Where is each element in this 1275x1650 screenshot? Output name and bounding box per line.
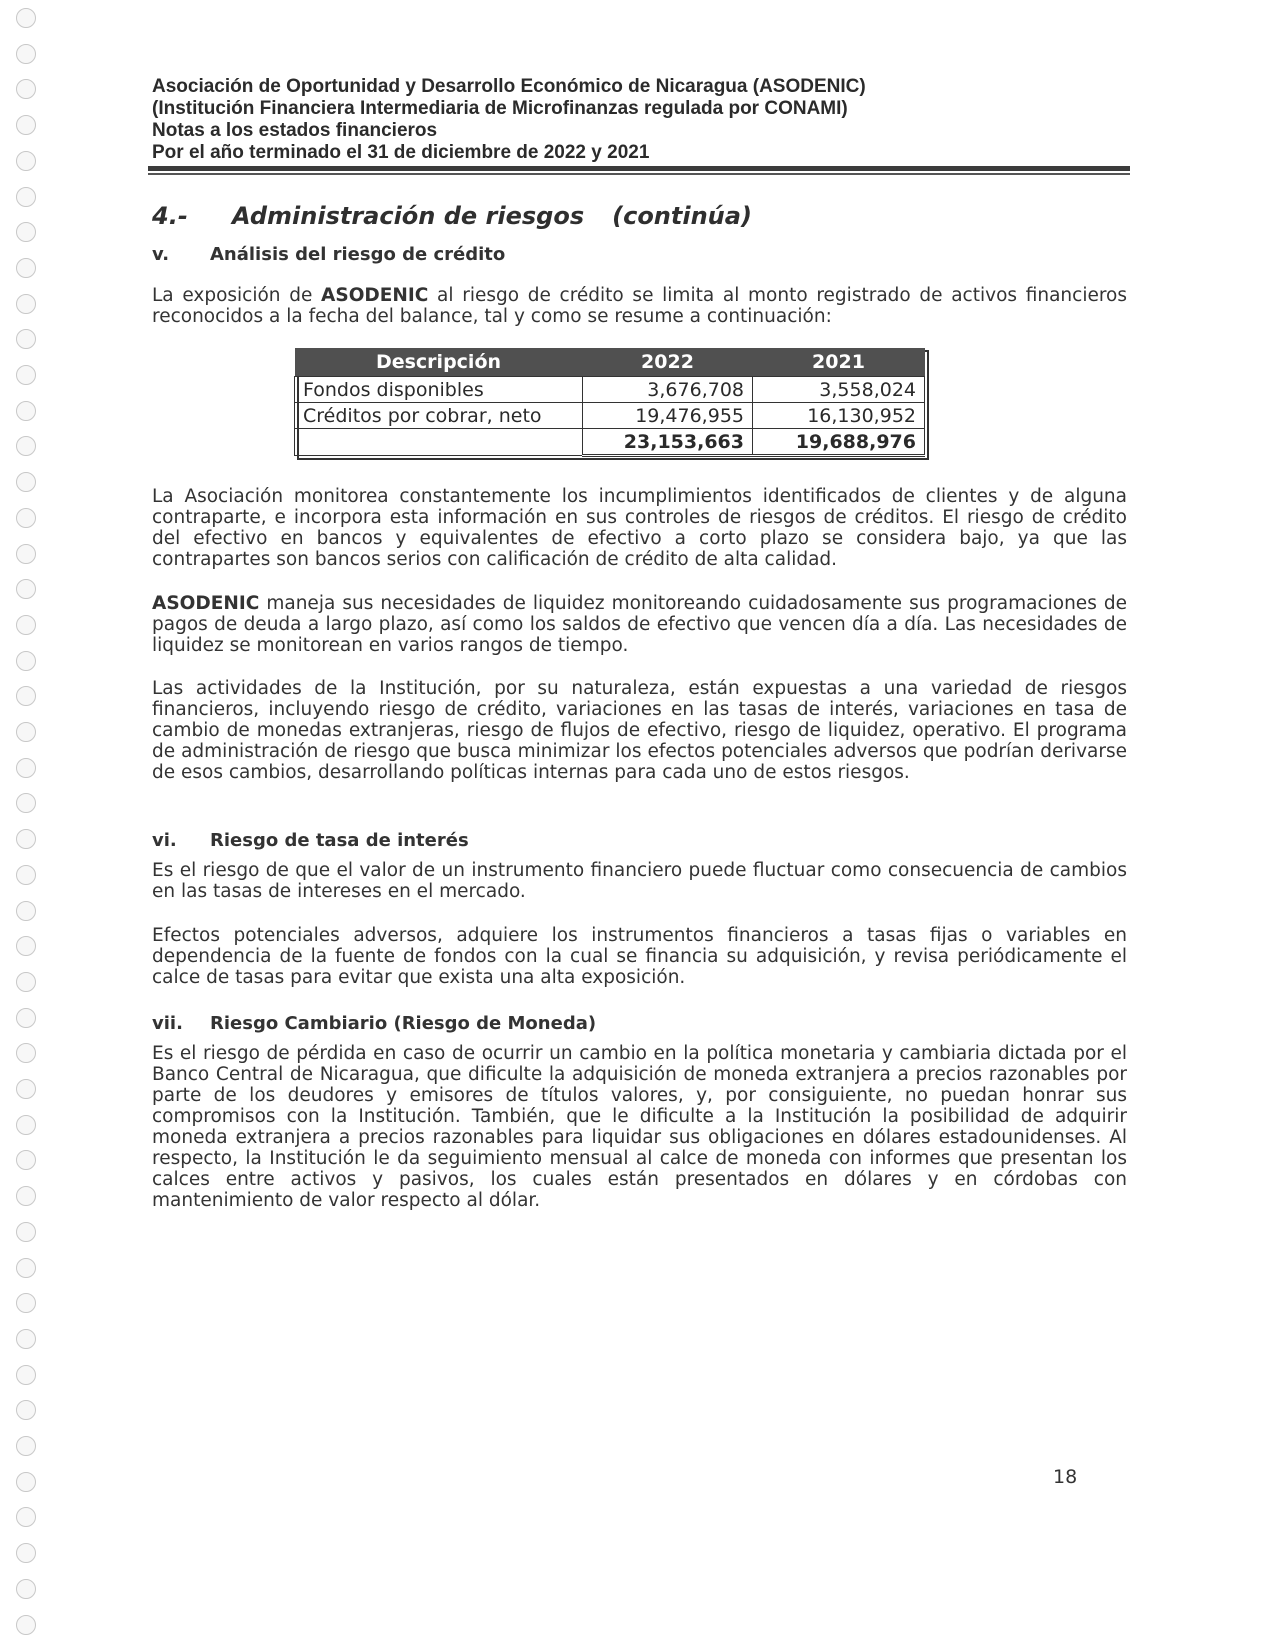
binding-hole [16,1507,36,1527]
section-continued: (continúa) [612,202,752,230]
header-rule [148,166,1130,171]
binding-hole [16,1329,36,1349]
binding-hole [16,1543,36,1563]
binding-hole [16,508,36,528]
binding-hole [16,1043,36,1063]
binding-hole [16,936,36,956]
subsection-v: v. Análisis del riesgo de crédito [152,244,506,265]
col-descripcion: Descripción [295,348,583,377]
binding-hole [16,544,36,564]
header-rule-thin [148,173,1130,175]
binding-hole [16,722,36,742]
binding-hole [16,1436,36,1456]
binding-hole [16,79,36,99]
binding-hole [16,222,36,242]
binding-hole [16,651,36,671]
binding-hole [16,829,36,849]
binding-hole [16,115,36,135]
binding-hole [16,1615,36,1635]
binding-hole [16,615,36,635]
paragraph-liquidity: ASODENIC maneja sus necesidades de liquidez monitoreando cuidadosamente sus programaciones de pagos de deuda a largo plazo, así como los saldos de efectivo que vencen día a día. Las necesidades de liquidez se monitorean en varios rangos de tiempo. [152,593,1127,656]
binding-hole [16,758,36,778]
binding-hole [16,294,36,314]
binding-hole [16,258,36,278]
binding-hole [16,1008,36,1028]
table-row: Fondos disponibles 3,676,708 3,558,024 [295,377,925,403]
binding-hole [16,1222,36,1242]
binding-hole [16,401,36,421]
binding-hole [16,1258,36,1278]
header-line-2: (Institución Financiera Intermediaria de Microfinanzas regulada por CONAMI) [152,98,848,119]
binding-hole [16,1400,36,1420]
binding-hole [16,1293,36,1313]
paragraph-monitoring: La Asociación monitorea constantemente los incumplimientos identificados de clientes y de alguna contraparte, e incorpora esta información en sus controles de riesgos de créditos. El riesgo de crédito del efectivo en bancos y equivalentes de efectivo a corto plazo se considera bajo, ya que las contrapartes son bancos serios con calificación de crédito de alta calidad. [152,486,1127,570]
paragraph-credit-exposure: La exposición de ASODENIC al riesgo de crédito se limita al monto registrado de activos financieros reconocidos a la fecha del balance, tal y como se resume a continuación: [152,285,1127,327]
section-number: 4.- [152,202,188,230]
binding-hole [16,865,36,885]
binding-hole [16,472,36,492]
binding-hole [16,793,36,813]
binding-hole [16,329,36,349]
section-name: Administración de riesgos [232,202,585,230]
section-title [152,202,752,230]
binding-hole [16,579,36,599]
paragraph-interest-rate: Es el riesgo de que el valor de un instrumento financiero puede fluctuar como consecuencia de cambios en las tasas de intereses en el mercado. [152,860,1127,902]
binding-hole [16,1579,36,1599]
col-2022: 2022 [583,348,753,377]
header-line-3: Notas a los estados financieros [152,120,438,141]
binding-holes [12,0,42,1650]
subsection-vi: vi. Riesgo de tasa de interés [152,830,469,851]
paragraph-adverse-effects: Efectos potenciales adversos, adquiere los instrumentos financieros a tasas fijas o variables en dependencia de la fuente de fondos con la cual se financia su adquisición, y revisa periódicamente el calce de tasas para evitar que exista una alta exposición. [152,925,1127,988]
page-number: 18 [1053,1466,1078,1488]
document-header [152,76,866,164]
subsection-vii: vii. Riesgo Cambiario (Riesgo de Moneda) [152,1013,597,1034]
col-2021: 2021 [753,348,925,377]
table-total-row: 23,153,663 19,688,976 [295,429,925,456]
binding-hole [16,972,36,992]
binding-hole [16,187,36,207]
binding-hole [16,365,36,385]
table-header-row [295,348,925,377]
credit-exposure-table [294,348,925,457]
header-line-4: Por el año terminado el 31 de diciembre de 2022 y 2021 [152,142,650,163]
paragraph-activities: Las actividades de la Institución, por su naturaleza, están expuestas a una variedad de riesgos financieros, incluyendo riesgo de crédito, variaciones en las tasas de interés, variaciones en tasa de cambio de monedas extranjeras, riesgo de flujos de efectivo, riesgo de liquidez, operativo. El programa de administración de riesgo que busca minimizar los efectos potenciales adversos que podrían derivarse de esos cambios, desarrollando políticas internas para cada uno de estos riesgos. [152,678,1127,783]
binding-hole [16,1365,36,1385]
paragraph-exchange-risk: Es el riesgo de pérdida en caso de ocurrir un cambio en la política monetaria y cambiaria dictada por el Banco Central de Nicaragua, que dificulte la adquisición de moneda extranjera a precios razonables por parte de los deudores y emisores de títulos valores, y, por consiguiente, no puedan honrar sus compromisos con la Institución. También, que le dificulte a la Institución la posibilidad de adquirir moneda extranjera a precios razonables para liquidar sus obligaciones en dólares estadounidenses. Al respecto, la Institución le da seguimiento mensual al calce de moneda con informes que presentan los calces entre activos y pasivos, los cuales están presentados en dólares y en córdobas con mantenimiento de valor respecto al dólar. [152,1043,1127,1211]
binding-hole [16,1186,36,1206]
binding-hole [16,1079,36,1099]
binding-hole [16,1115,36,1135]
binding-hole [16,436,36,456]
binding-hole [16,151,36,171]
binding-hole [16,901,36,921]
binding-hole [16,686,36,706]
binding-hole [16,1472,36,1492]
header-line-1: Asociación de Oportunidad y Desarrollo Económico de Nicaragua (ASODENIC) [152,76,866,97]
binding-hole [16,8,36,28]
binding-hole [16,1150,36,1170]
table-row: Créditos por cobrar, neto 19,476,955 16,130,952 [295,403,925,429]
binding-hole [16,44,36,64]
